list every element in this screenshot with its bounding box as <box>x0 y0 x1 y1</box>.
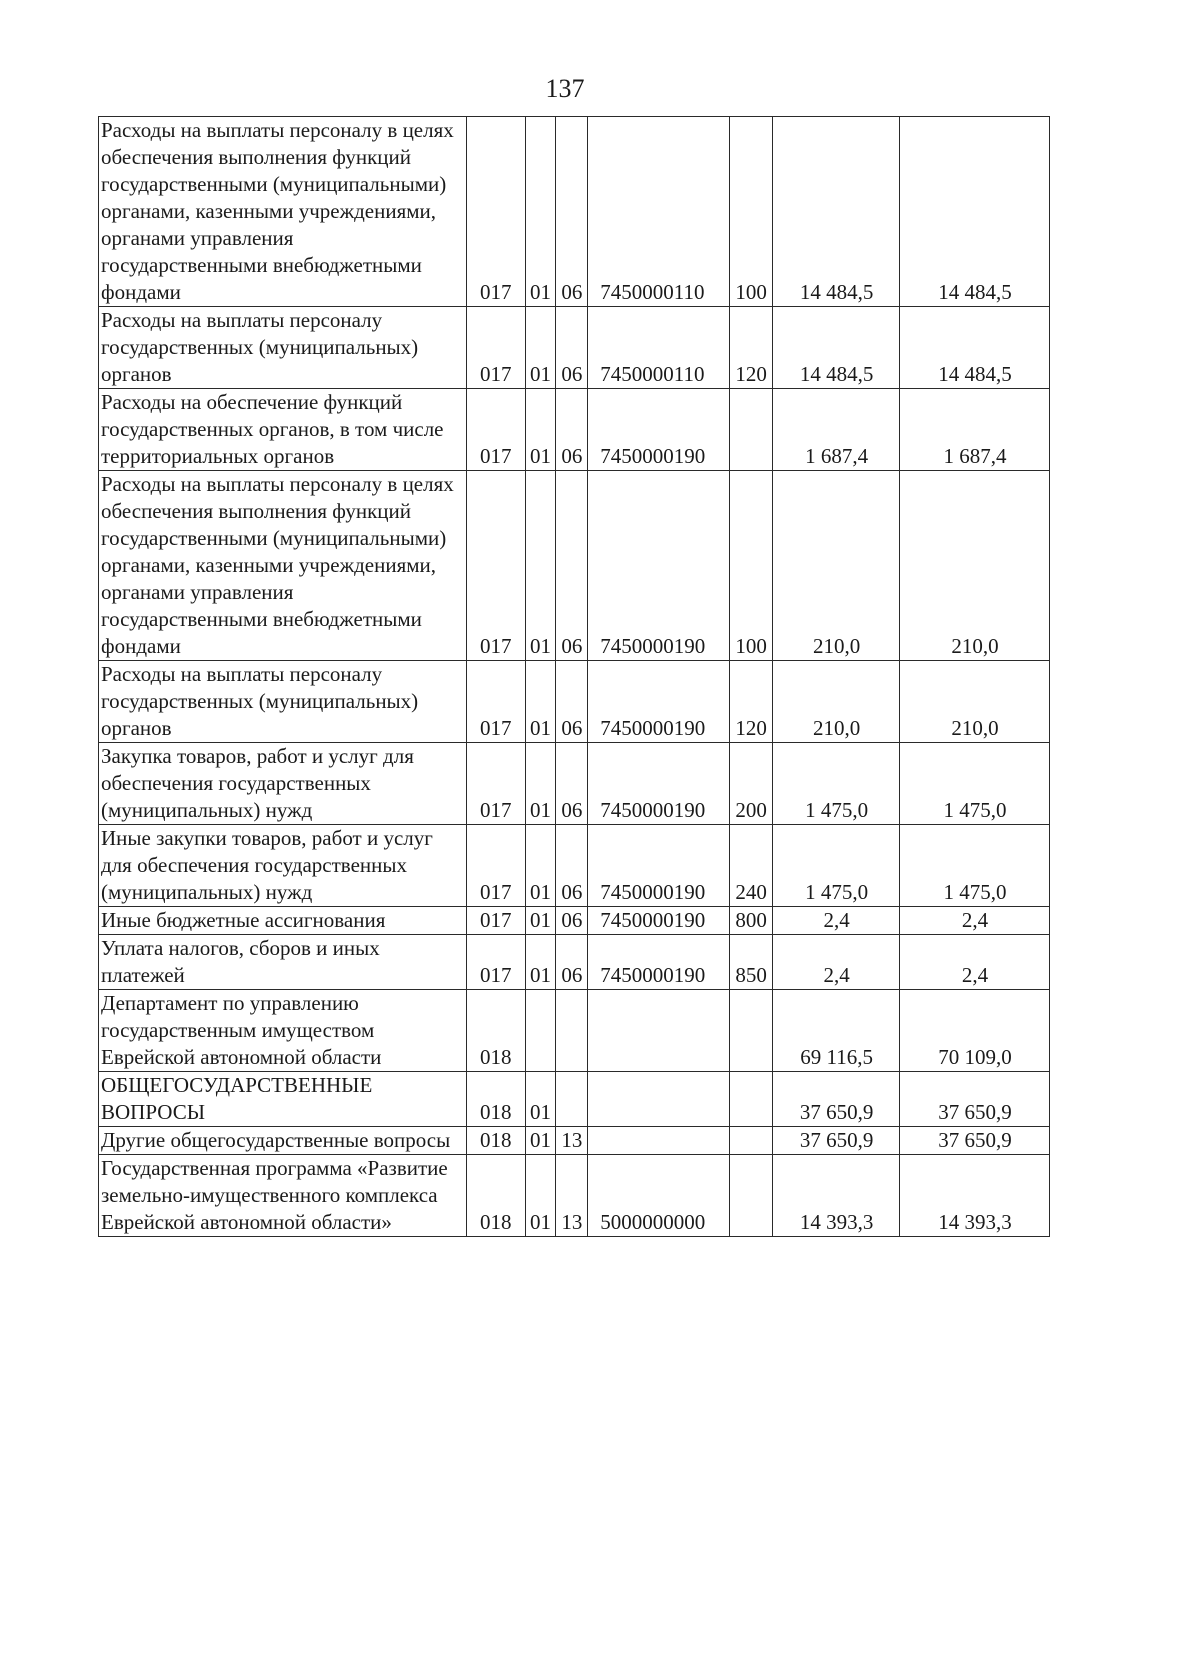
row-name-cell: Уплата налогов, сборов и иных платежей <box>99 935 467 990</box>
row-name-cell: Расходы на выплаты персоналу в целях обеспечения выполнения функций государственными (муниципальными) органами, казенными учреждениями, органами управления государственными внебюджетными фондами <box>99 471 467 661</box>
target-article-cell <box>588 1127 729 1155</box>
subsection-code-cell: 06 <box>556 907 588 935</box>
table-row <box>99 471 1050 661</box>
subsection-code-cell: 06 <box>556 389 588 471</box>
amount-year-1-cell: 14 484,5 <box>773 117 900 307</box>
amount-year-2-cell: 37 650,9 <box>899 1072 1049 1127</box>
expense-type-cell <box>729 990 773 1072</box>
ministry-code-cell: 017 <box>467 825 526 907</box>
section-code-cell: 01 <box>525 471 556 661</box>
row-name-cell: Государственная программа «Развитие земельно-имущественного комплекса Еврейской автономной области» <box>99 1155 467 1237</box>
target-article-cell: 7450000110 <box>588 307 729 389</box>
row-name-cell: ОБЩЕГОСУДАРСТВЕННЫЕ ВОПРОСЫ <box>99 1072 467 1127</box>
amount-year-2-cell: 14 484,5 <box>899 117 1049 307</box>
table-row <box>99 935 1050 990</box>
ministry-code-cell: 018 <box>467 990 526 1072</box>
ministry-code-cell: 017 <box>467 471 526 661</box>
target-article-cell: 7450000190 <box>588 389 729 471</box>
expense-type-cell <box>729 389 773 471</box>
amount-year-1-cell: 1 475,0 <box>773 825 900 907</box>
section-code-cell: 01 <box>525 1155 556 1237</box>
row-name-cell: Расходы на выплаты персоналу государственных (муниципальных) органов <box>99 307 467 389</box>
expense-type-cell: 120 <box>729 661 773 743</box>
subsection-code-cell: 06 <box>556 117 588 307</box>
section-code-cell: 01 <box>525 1127 556 1155</box>
expense-type-cell <box>729 1072 773 1127</box>
target-article-cell: 7450000190 <box>588 471 729 661</box>
amount-year-2-cell: 1 475,0 <box>899 825 1049 907</box>
ministry-code-cell: 018 <box>467 1072 526 1127</box>
amount-year-1-cell: 14 393,3 <box>773 1155 900 1237</box>
ministry-code-cell: 017 <box>467 661 526 743</box>
target-article-cell: 7450000190 <box>588 935 729 990</box>
section-code-cell: 01 <box>525 935 556 990</box>
expense-type-cell: 240 <box>729 825 773 907</box>
amount-year-1-cell: 1 475,0 <box>773 743 900 825</box>
target-article-cell: 7450000190 <box>588 743 729 825</box>
row-name-cell: Расходы на выплаты персоналу государственных (муниципальных) органов <box>99 661 467 743</box>
ministry-code-cell: 018 <box>467 1155 526 1237</box>
target-article-cell: 7450000110 <box>588 117 729 307</box>
ministry-code-cell: 017 <box>467 935 526 990</box>
target-article-cell: 5000000000 <box>588 1155 729 1237</box>
subsection-code-cell: 13 <box>556 1155 588 1237</box>
amount-year-2-cell: 37 650,9 <box>899 1127 1049 1155</box>
target-article-cell: 7450000190 <box>588 825 729 907</box>
table-row <box>99 389 1050 471</box>
row-name-cell: Иные бюджетные ассигнования <box>99 907 467 935</box>
expense-type-cell <box>729 1127 773 1155</box>
ministry-code-cell: 017 <box>467 743 526 825</box>
amount-year-2-cell: 210,0 <box>899 661 1049 743</box>
table-row <box>99 661 1050 743</box>
ministry-code-cell: 017 <box>467 307 526 389</box>
amount-year-2-cell: 2,4 <box>899 935 1049 990</box>
subsection-code-cell: 06 <box>556 935 588 990</box>
subsection-code-cell: 06 <box>556 825 588 907</box>
row-name-cell: Закупка товаров, работ и услуг для обеспечения государственных (муниципальных) нужд <box>99 743 467 825</box>
subsection-code-cell <box>556 990 588 1072</box>
table-row <box>99 117 1050 307</box>
table-row <box>99 1072 1050 1127</box>
row-name-cell: Иные закупки товаров, работ и услуг для обеспечения государственных (муниципальных) нужд <box>99 825 467 907</box>
amount-year-2-cell: 14 393,3 <box>899 1155 1049 1237</box>
amount-year-2-cell: 210,0 <box>899 471 1049 661</box>
ministry-code-cell: 017 <box>467 389 526 471</box>
amount-year-1-cell: 210,0 <box>773 471 900 661</box>
table-row <box>99 990 1050 1072</box>
amount-year-1-cell: 1 687,4 <box>773 389 900 471</box>
amount-year-2-cell: 1 687,4 <box>899 389 1049 471</box>
budget-table <box>98 116 1050 1237</box>
section-code-cell: 01 <box>525 389 556 471</box>
page-number: 137 <box>545 74 585 103</box>
subsection-code-cell: 06 <box>556 743 588 825</box>
section-code-cell: 01 <box>525 907 556 935</box>
expense-type-cell: 850 <box>729 935 773 990</box>
target-article-cell <box>588 990 729 1072</box>
amount-year-2-cell: 2,4 <box>899 907 1049 935</box>
section-code-cell: 01 <box>525 661 556 743</box>
subsection-code-cell: 06 <box>556 471 588 661</box>
row-name-cell: Другие общегосударственные вопросы <box>99 1127 467 1155</box>
table-row <box>99 1127 1050 1155</box>
amount-year-1-cell: 69 116,5 <box>773 990 900 1072</box>
target-article-cell: 7450000190 <box>588 661 729 743</box>
table-row <box>99 1155 1050 1237</box>
table-row <box>99 307 1050 389</box>
section-code-cell: 01 <box>525 743 556 825</box>
ministry-code-cell: 017 <box>467 117 526 307</box>
table-body <box>99 117 1050 1237</box>
subsection-code-cell <box>556 1072 588 1127</box>
section-code-cell: 01 <box>525 825 556 907</box>
ministry-code-cell: 017 <box>467 907 526 935</box>
amount-year-2-cell: 1 475,0 <box>899 743 1049 825</box>
amount-year-2-cell: 14 484,5 <box>899 307 1049 389</box>
expense-type-cell: 100 <box>729 471 773 661</box>
expense-type-cell <box>729 1155 773 1237</box>
amount-year-1-cell: 210,0 <box>773 661 900 743</box>
amount-year-1-cell: 37 650,9 <box>773 1127 900 1155</box>
section-code-cell: 01 <box>525 307 556 389</box>
target-article-cell: 7450000190 <box>588 907 729 935</box>
row-name-cell: Департамент по управлению государственным имуществом Еврейской автономной области <box>99 990 467 1072</box>
section-code-cell <box>525 990 556 1072</box>
expense-type-cell: 200 <box>729 743 773 825</box>
section-code-cell: 01 <box>525 117 556 307</box>
expense-type-cell: 100 <box>729 117 773 307</box>
amount-year-1-cell: 14 484,5 <box>773 307 900 389</box>
expense-type-cell: 800 <box>729 907 773 935</box>
amount-year-2-cell: 70 109,0 <box>899 990 1049 1072</box>
subsection-code-cell: 06 <box>556 307 588 389</box>
table-row <box>99 825 1050 907</box>
amount-year-1-cell: 2,4 <box>773 907 900 935</box>
table-row <box>99 907 1050 935</box>
subsection-code-cell: 06 <box>556 661 588 743</box>
ministry-code-cell: 018 <box>467 1127 526 1155</box>
row-name-cell: Расходы на обеспечение функций государственных органов, в том числе территориальных органов <box>99 389 467 471</box>
row-name-cell: Расходы на выплаты персоналу в целях обеспечения выполнения функций государственными (муниципальными) органами, казенными учреждениями, органами управления государственными внебюджетными фондами <box>99 117 467 307</box>
expense-type-cell: 120 <box>729 307 773 389</box>
table-row <box>99 743 1050 825</box>
amount-year-1-cell: 2,4 <box>773 935 900 990</box>
subsection-code-cell: 13 <box>556 1127 588 1155</box>
section-code-cell: 01 <box>525 1072 556 1127</box>
target-article-cell <box>588 1072 729 1127</box>
amount-year-1-cell: 37 650,9 <box>773 1072 900 1127</box>
